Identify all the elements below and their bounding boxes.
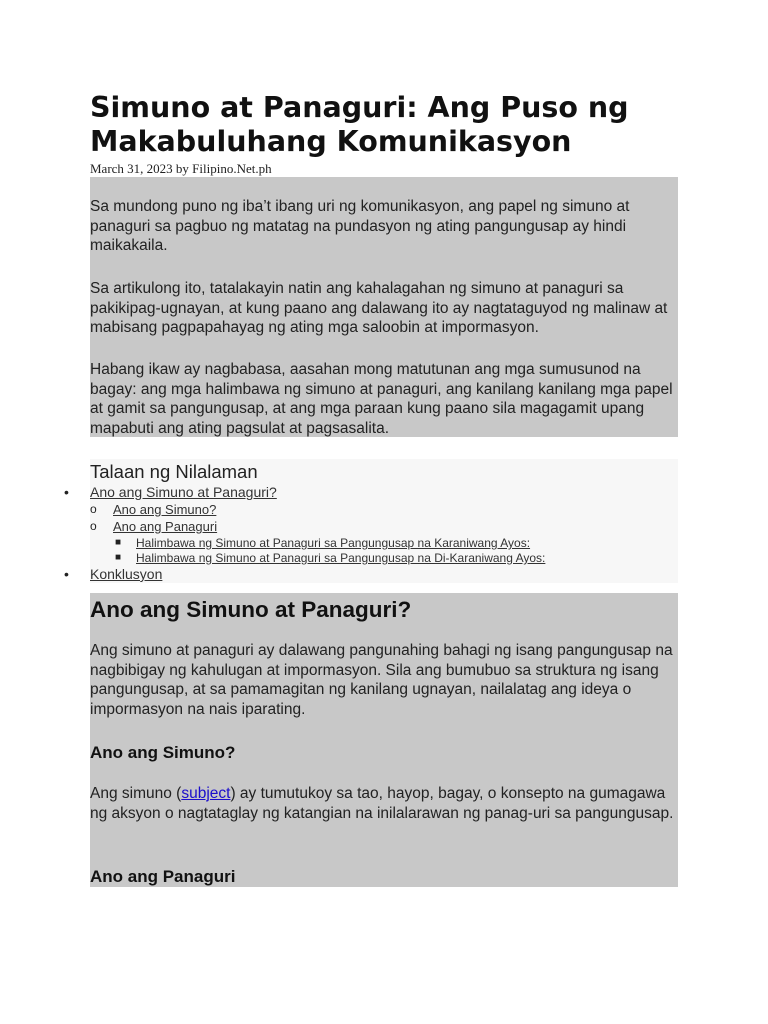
section-heading: Ano ang Simuno at Panaguri? xyxy=(90,597,412,622)
circle-bullet-icon: o xyxy=(90,519,97,533)
bullet-icon: • xyxy=(64,566,69,582)
subject-link[interactable]: subject xyxy=(181,785,231,802)
section-paragraph: Ang simuno at panaguri ay dalawang pangunahing bahagi ng isang pangungusap na nagbibigay ng kahulugan at impormasyon. Sila ang bumubuo sa struktura ng isang pangungusap, at sa pamamagitan ng kanilang ugnayan, nailalatag ang ideya o impormasyon na nais iparating. xyxy=(90,642,673,718)
main-content xyxy=(90,593,678,887)
toc-link-simuno[interactable]: Ano ang Simuno? xyxy=(113,502,217,517)
table-of-contents xyxy=(64,459,678,583)
intro-section xyxy=(90,177,678,437)
toc-link-di-karaniwang-ayos[interactable]: Halimbawa ng Simuno at Panaguri sa Pangungusap na Di-Karaniwang Ayos: xyxy=(136,551,546,565)
toc-item xyxy=(64,566,163,582)
toc-link-panaguri[interactable]: Ano ang Panaguri xyxy=(113,519,218,534)
toc-item xyxy=(64,484,277,500)
byline: March 31, 2023 by Filipino.Net.ph xyxy=(90,161,272,176)
square-bullet-icon: ■ xyxy=(115,537,122,548)
toc-item xyxy=(115,551,546,565)
intro-paragraph: Habang ikaw ay nagbabasa, aasahan mong matutunan ang mga sumusunod na bagay: ang mga halimbawa ng simuno at panaguri, ang kanilang kanilang mga papel at gamit sa pangungusap, at ang mga paraan kung paano sila magagamit upang mapabuti ang ating pagsulat at pagsasalita. xyxy=(90,361,673,437)
page-title: Simuno at Panaguri: Ang Puso ng Makabuluhang Komunikasyon xyxy=(90,91,629,158)
intro-paragraph: Sa artikulong ito, tatalakayin natin ang kahalagahan ng simuno at panaguri sa pakikipag-ugnayan, at kung paano ang dalawang ito ay nagtataguyod ng malinaw at mabisang pagpapahayag ng ating mga saloobin at impormasyon. xyxy=(90,280,668,336)
bullet-icon: • xyxy=(64,484,69,500)
section-paragraph xyxy=(90,784,674,823)
toc-link-karaniwang-ayos[interactable]: Halimbawa ng Simuno at Panaguri sa Pangungusap na Karaniwang Ayos: xyxy=(136,536,531,550)
section-heading: Ano ang Panaguri xyxy=(90,867,236,886)
toc-item xyxy=(90,502,217,517)
toc-title: Talaan ng Nilalaman xyxy=(90,461,258,482)
toc-item xyxy=(90,519,218,534)
toc-link-simuno-at-panaguri[interactable]: Ano ang Simuno at Panaguri? xyxy=(90,484,277,500)
circle-bullet-icon: o xyxy=(90,502,97,516)
toc-link-konklusyon[interactable]: Konklusyon xyxy=(90,566,163,582)
paragraph-text: Ang simuno ( xyxy=(90,785,182,802)
section-heading: Ano ang Simuno? xyxy=(90,743,236,762)
intro-paragraph: Sa mundong puno ng iba’t ibang uri ng komunikasyon, ang papel ng simuno at panaguri sa pagbuo ng matatag na pundasyon ng ating pangungusap ay hindi maikakaila. xyxy=(90,198,630,254)
toc-item xyxy=(115,536,531,550)
paragraph-text: ) ay tumutukoy sa tao, hayop, bagay, o konsepto na gumagawa ng aksyon o nagtataglay ng katangian na inilalarawan ng panag-uri sa pangungusap. xyxy=(90,785,674,822)
square-bullet-icon: ■ xyxy=(115,552,122,563)
